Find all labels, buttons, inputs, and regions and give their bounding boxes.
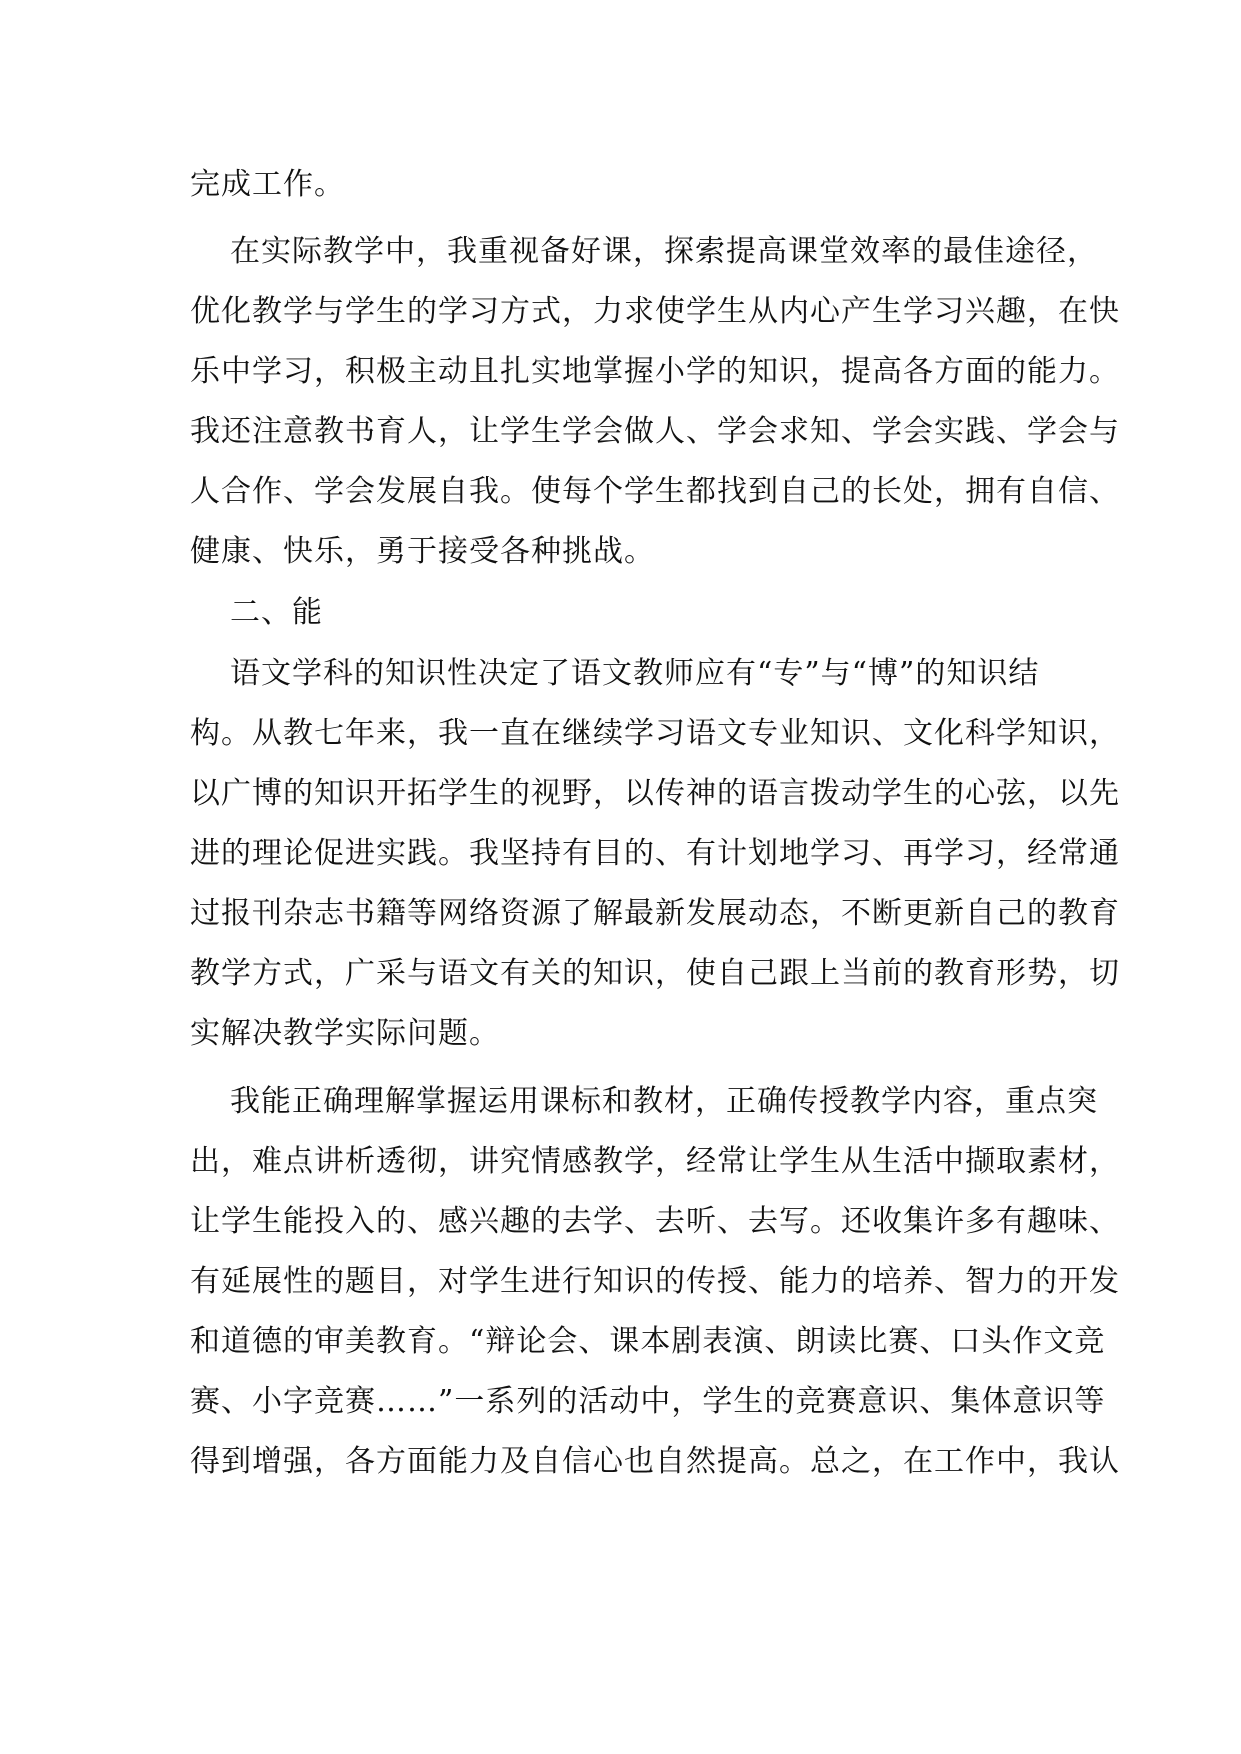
text-line: 人合作、学会发展自我。使每个学生都找到自己的长处，拥有自信、 bbox=[190, 474, 1120, 509]
text-line: 我能正确理解掌握运用课标和教材，正确传授教学内容，重点突 bbox=[230, 1084, 1098, 1119]
text-line: 让学生能投入的、感兴趣的去学、去听、去写。还收集许多有趣味、 bbox=[190, 1204, 1120, 1239]
text-line: 优化教学与学生的学习方式，力求使学生从内心产生学习兴趣，在快 bbox=[190, 294, 1120, 329]
text-line: 实解决教学实际问题。 bbox=[190, 1016, 500, 1051]
text-line: 语文学科的知识性决定了语文教师应有“专”与“博”的知识结 bbox=[230, 656, 1040, 691]
text-line: 我还注意教书育人，让学生学会做人、学会求知、学会实践、学会与 bbox=[190, 414, 1120, 449]
text-line: 构。从教七年来，我一直在继续学习语文专业知识、文化科学知识， bbox=[190, 716, 1120, 751]
text-line: 在实际教学中，我重视备好课，探索提高课堂效率的最佳途径， bbox=[230, 234, 1098, 269]
text-line: 进的理论促进实践。我坚持有目的、有计划地学习、再学习，经常通 bbox=[190, 836, 1120, 871]
text-line: 赛、小字竞赛……”一系列的活动中，学生的竞赛意识、集体意识等 bbox=[190, 1384, 1106, 1419]
text-line: 以广博的知识开拓学生的视野，以传神的语言拨动学生的心弦，以先 bbox=[190, 776, 1120, 811]
text-line: 有延展性的题目，对学生进行知识的传授、能力的培养、智力的开发 bbox=[190, 1264, 1120, 1299]
text-line: 过报刊杂志书籍等网络资源了解最新发展动态，不断更新自己的教育 bbox=[190, 896, 1120, 931]
text-line: 乐中学习，积极主动且扎实地掌握小学的知识，提高各方面的能力。 bbox=[190, 354, 1120, 389]
text-line: 健康、快乐，勇于接受各种挑战。 bbox=[190, 534, 655, 569]
text-line: 教学方式，广采与语文有关的知识，使自己跟上当前的教育形势，切 bbox=[190, 956, 1120, 991]
text-line: 得到增强，各方面能力及自信心也自然提高。总之，在工作中，我认 bbox=[190, 1444, 1120, 1479]
text-line: 和道德的审美教育。“辩论会、课本剧表演、朗读比赛、口头作文竞 bbox=[190, 1324, 1106, 1359]
text-line: 出，难点讲析透彻，讲究情感教学，经常让学生从生活中撷取素材， bbox=[190, 1144, 1120, 1179]
section-heading: 二、能 bbox=[230, 595, 323, 630]
text-line: 完成工作。 bbox=[190, 167, 345, 202]
